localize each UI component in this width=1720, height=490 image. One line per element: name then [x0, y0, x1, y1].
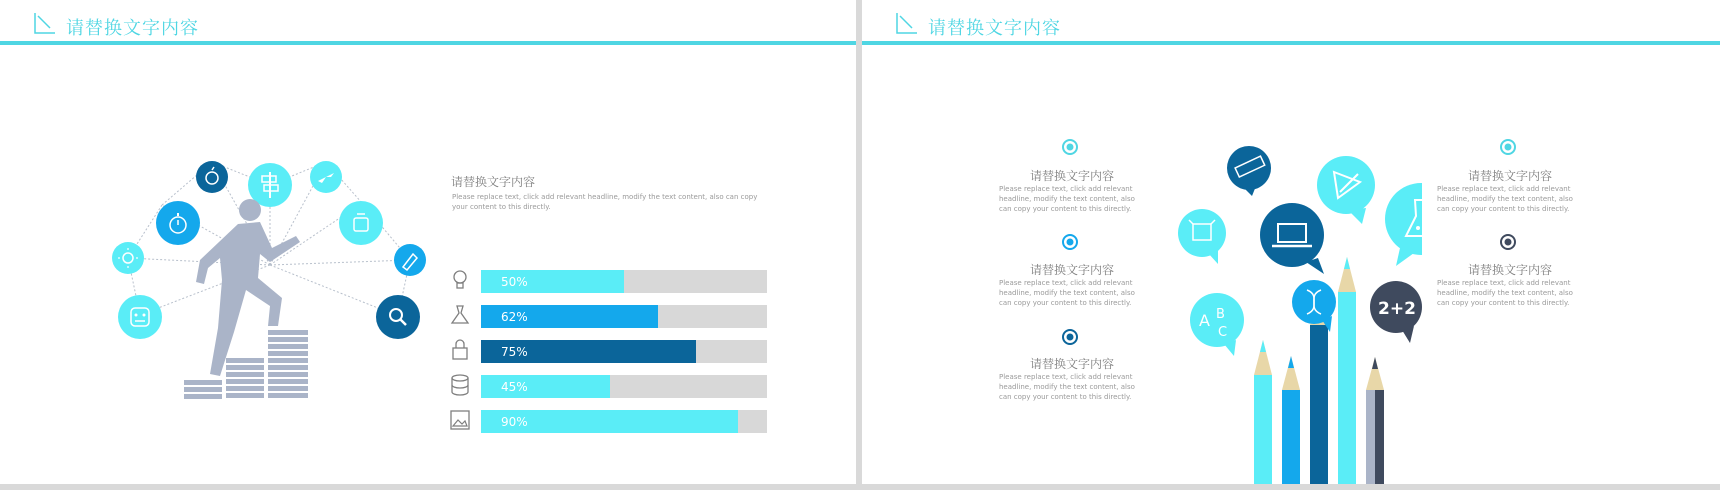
progress-bar-track: [481, 375, 767, 398]
right-item-1-body: Please replace text, click add relevant headline, modify the text content, also can copy your content to this directly.: [1437, 185, 1573, 213]
title-divider: [0, 41, 856, 45]
left-item-2-heading: 请替换文字内容: [1030, 263, 1115, 277]
right-item-2-heading: 请替换文字内容: [1468, 263, 1553, 277]
bullet-ring-icon: [1499, 233, 1517, 251]
triangle-pen-icon: [1317, 156, 1375, 224]
math-label: 2+2: [1378, 299, 1416, 319]
pencil-bubbles-illustration: [1152, 140, 1422, 484]
flask-icon: [1385, 183, 1422, 266]
math-icon: [1370, 281, 1422, 343]
database-icon: [448, 373, 472, 397]
progress-bar-track: [481, 410, 767, 433]
progress-bar-fill: [481, 375, 610, 398]
progress-bar-fill: [481, 410, 738, 433]
progress-bar-track: [481, 270, 767, 293]
book-stacks: [184, 330, 308, 399]
progress-bar-fill: [481, 270, 624, 293]
right-item-1-heading: 请替换文字内容: [1468, 169, 1553, 183]
abc-letter-b: B: [1216, 307, 1225, 322]
progress-bar-fill: [481, 340, 696, 363]
laptop-icon: [1260, 203, 1324, 274]
progress-bar-label: 90%: [501, 415, 528, 429]
slide-1: [0, 0, 856, 484]
pencil-4: [1338, 257, 1356, 484]
slide-title: 请替换文字内容: [928, 18, 1061, 39]
slide-1-title-bar: [0, 0, 856, 46]
progress-bar-track: [481, 305, 767, 328]
abc-letter-c: C: [1218, 325, 1228, 340]
arrow-corner-icon: [34, 12, 56, 34]
icon-face: [118, 295, 162, 339]
pencil-1: [1254, 340, 1272, 484]
icon-airplane: [310, 161, 342, 193]
lightbulb-icon: [448, 268, 472, 292]
left-item-3-heading: 请替换文字内容: [1030, 357, 1115, 371]
icon-stopwatch: [156, 201, 200, 245]
icon-magnifier: [376, 295, 420, 339]
icon-sun: [112, 242, 144, 274]
slide-2: [862, 0, 1720, 484]
progress-bar-label: 75%: [501, 345, 528, 359]
left-item-3-body: Please replace text, click add relevant headline, modify the text content, also can copy your content to this directly.: [999, 373, 1135, 401]
climber-illustration: [100, 150, 440, 440]
pencil-2: [1282, 356, 1300, 484]
bullet-ring-icon: [1061, 138, 1079, 156]
left-item-2-body: Please replace text, click add relevant headline, modify the text content, also can copy your content to this directly.: [999, 279, 1135, 307]
pencil-5: [1366, 357, 1384, 484]
bullet-ring-icon: [1499, 138, 1517, 156]
left-item-1-heading: 请替换文字内容: [1030, 169, 1115, 183]
abc-icon: [1190, 293, 1244, 356]
bullet-ring-icon: [1061, 328, 1079, 346]
progress-bar-label: 50%: [501, 275, 528, 289]
right-item-2-body: Please replace text, click add relevant headline, modify the text content, also can copy your content to this directly.: [1437, 279, 1573, 307]
flask-icon: [448, 303, 472, 327]
icon-potion: [339, 201, 383, 245]
progress-bar-label: 45%: [501, 380, 528, 394]
ruler-icon: [1227, 146, 1271, 196]
bullet-ring-icon: [1061, 233, 1079, 251]
left-item-1-body: Please replace text, click add relevant headline, modify the text content, also can copy your content to this directly.: [999, 185, 1135, 213]
progress-bar-label: 62%: [501, 310, 528, 324]
progress-bar-fill: [481, 305, 658, 328]
icon-pen: [394, 244, 426, 276]
content-description: Please replace text, click add relevant headline, modify the text content, also can copy your content to this directly.: [452, 193, 758, 211]
icon-apple: [196, 161, 228, 193]
lock-icon: [448, 338, 472, 362]
slide-title: 请替换文字内容: [66, 18, 199, 39]
slide-2-title-bar: [862, 0, 1720, 46]
progress-bar-track: [481, 340, 767, 363]
abc-letter-a: A: [1199, 311, 1210, 330]
frame-icon: [1178, 209, 1226, 264]
content-heading: 请替换文字内容: [451, 175, 536, 189]
climbing-figure: [196, 199, 300, 376]
image-icon: [448, 408, 472, 432]
title-divider: [862, 41, 1720, 45]
arrow-corner-icon: [896, 12, 918, 34]
